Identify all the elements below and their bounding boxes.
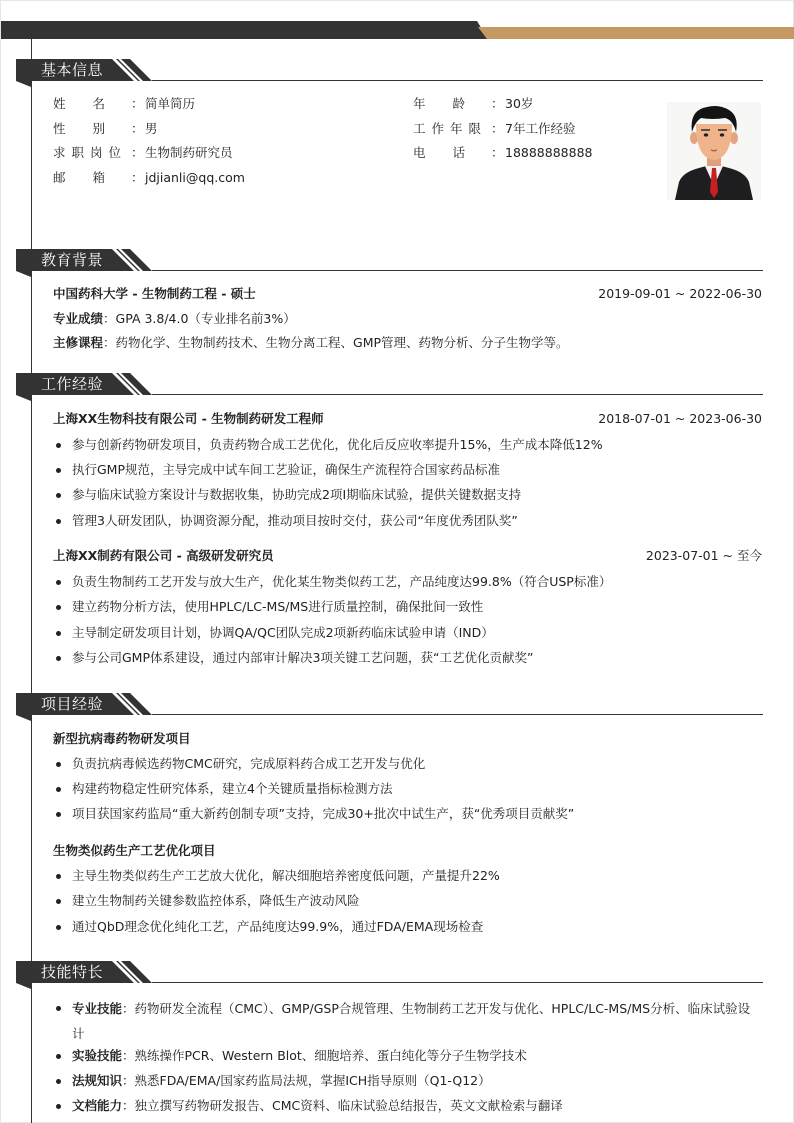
info-name: 姓 名 ： 简单简历 xyxy=(53,96,196,111)
bullet-icon xyxy=(56,1006,61,1011)
section-header-basic xyxy=(16,59,763,87)
job-date: 2023-07-01 ~ 至今 xyxy=(645,548,762,563)
job-title: 上海XX制药有限公司 - 高级研发研究员 xyxy=(53,548,274,563)
info-value: 30岁 xyxy=(505,96,534,111)
bullet-icon xyxy=(56,925,61,930)
section-header-fold xyxy=(16,395,31,401)
info-value: 简单简历 xyxy=(145,96,196,111)
section-title: 基本信息 xyxy=(41,61,104,79)
job-title: 上海XX生物科技有限公司 - 生物制药研发工程师 xyxy=(53,411,324,426)
info-phone: 电 话 ： 18888888888 xyxy=(413,145,593,160)
bullet-icon xyxy=(56,656,61,661)
job-date: 2018-07-01 ~ 2023-06-30 xyxy=(598,411,762,426)
header-dark-bar xyxy=(1,21,488,39)
section-header-fold xyxy=(16,715,31,721)
info-label: 邮 箱 xyxy=(53,170,105,185)
education-title: 中国药科大学 - 生物制药工程 - 硕士 xyxy=(53,286,256,301)
info-value: 18888888888 xyxy=(505,145,593,160)
info-label: 姓 名 xyxy=(53,96,105,111)
section-title: 项目经验 xyxy=(41,695,104,713)
bullet-icon xyxy=(56,899,61,904)
avatar xyxy=(667,102,761,200)
education-date: 2019-09-01 ~ 2022-06-30 xyxy=(598,286,762,301)
education-gpa: 专业成绩：GPA 3.8/4.0（专业排名前3%） xyxy=(53,311,296,326)
header-gold-bar xyxy=(478,27,794,39)
section-title: 工作经验 xyxy=(41,375,104,393)
section-header-fold xyxy=(16,81,31,87)
section-header-fold xyxy=(16,983,31,989)
bullet-icon xyxy=(56,443,61,448)
bullet-icon xyxy=(56,812,61,817)
avatar-portrait-icon xyxy=(667,102,761,200)
info-value: 男 xyxy=(145,121,158,136)
project-title: 新型抗病毒药物研发项目 xyxy=(53,731,191,746)
bullet-icon xyxy=(56,519,61,524)
info-label: 工 作 年 限 xyxy=(413,121,481,136)
info-gender: 性 别 ： 男 xyxy=(53,121,158,136)
bullet-icon xyxy=(56,787,61,792)
section-divider xyxy=(152,80,763,81)
section-header-fold xyxy=(16,271,31,277)
info-value: 生物制药研究员 xyxy=(145,145,233,160)
section-header-projects xyxy=(16,693,763,721)
info-value[interactable]: jdjianli@qq.com xyxy=(145,170,245,185)
section-header-skills xyxy=(16,961,763,989)
education-courses: 主修课程：药物化学、生物制药技术、生物分离工程、GMP管理、药物分析、分子生物学等。 xyxy=(53,335,569,350)
bullet-icon xyxy=(56,580,61,585)
info-age: 年 龄 ： 30岁 xyxy=(413,96,534,111)
bullet-icon xyxy=(56,605,61,610)
project-title: 生物类似药生产工艺优化项目 xyxy=(53,843,216,858)
info-label: 求 职 岗 位 xyxy=(53,145,121,160)
bullet-icon xyxy=(56,493,61,498)
bullet-icon xyxy=(56,874,61,879)
info-label: 电 话 xyxy=(413,145,465,160)
info-value: 7年工作经验 xyxy=(505,121,576,136)
info-email: 邮 箱 ： jdjianli@qq.com xyxy=(53,170,245,185)
section-divider xyxy=(152,394,763,395)
bullet-icon xyxy=(56,1079,61,1084)
section-divider xyxy=(152,270,763,271)
section-divider xyxy=(152,982,763,983)
bullet-icon xyxy=(56,762,61,767)
bullet-icon xyxy=(56,1054,61,1059)
bullet-icon xyxy=(56,631,61,636)
section-header-education xyxy=(16,249,763,277)
bullet-icon xyxy=(56,1104,61,1109)
info-experience-years: 工 作 年 限 ： 7年工作经验 xyxy=(413,121,576,136)
section-header-work xyxy=(16,373,763,401)
section-title: 技能特长 xyxy=(41,963,104,981)
section-title: 教育背景 xyxy=(41,251,104,269)
info-label: 性 别 xyxy=(53,121,105,136)
info-position: 求 职 岗 位 ： 生物制药研究员 xyxy=(53,145,233,160)
bullet-icon xyxy=(56,468,61,473)
section-divider xyxy=(152,714,763,715)
info-label: 年 龄 xyxy=(413,96,465,111)
